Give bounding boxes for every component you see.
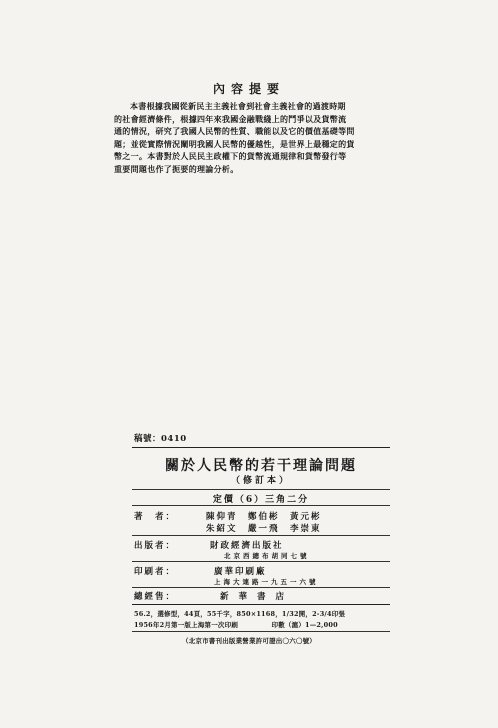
publisher-label: 出版者： bbox=[134, 541, 177, 551]
summary-line: 題；並從實際情況闡明我國人民幣的優越性，是世界上最穩定的貨 bbox=[114, 138, 355, 149]
divider bbox=[132, 489, 390, 490]
summary-title: 內容提要 bbox=[212, 82, 285, 96]
divider bbox=[132, 604, 390, 605]
publisher-address: 北京西總布胡同七號 bbox=[224, 552, 310, 560]
summary-line: 重要問題也作了扼要的理論分析。 bbox=[114, 163, 239, 174]
print-run: 1956年2月第一版上海第一次印刷 印數（滬）1—2,000 bbox=[134, 621, 338, 629]
publisher-name: 財政經濟出版社 bbox=[210, 541, 284, 551]
summary-line: 的社會經濟條件，根據四年來我國金融戰綫上的鬥爭以及貨幣流 bbox=[114, 113, 347, 124]
edition-label: （修訂本） bbox=[230, 476, 291, 486]
divider bbox=[132, 631, 390, 632]
divider bbox=[132, 535, 390, 536]
divider bbox=[132, 505, 390, 506]
summary-line: 幣之一。本書對於人民民主政權下的貨幣流通規律和貨幣發行等 bbox=[114, 151, 347, 162]
authors-line-1: 陳仰青 鄭伯彬 黃元彬 bbox=[206, 512, 322, 522]
divider bbox=[132, 587, 390, 588]
license-note: （北京市書刊出版業營業許可證出〇六〇號） bbox=[182, 637, 316, 645]
divider bbox=[132, 561, 390, 562]
summary-line: 通的情況，研究了我國人民幣的性質、職能以及它的價值基礎等問 bbox=[114, 126, 355, 137]
printer-address: 上海大連路一九五一六號 bbox=[214, 578, 319, 586]
authors-line-2: 朱紹文 嚴一飛 李崇東 bbox=[206, 524, 322, 534]
authors-label: 著 者： bbox=[134, 512, 177, 522]
printer-name: 廣華印刷廠 bbox=[214, 567, 267, 577]
book-title: 關於人民幣的若干理論問題 bbox=[165, 458, 357, 474]
book-number: 稿號：0410 bbox=[134, 434, 187, 444]
divider bbox=[132, 447, 390, 448]
print-details: 56.2，選修型，44頁，55千字，850×1168，1/32開，2-3/4印張 bbox=[134, 610, 346, 618]
summary-line: 本書根據我國從新民主主義社會到社會主義社會的過渡時期 bbox=[130, 101, 346, 111]
distributor-label: 總經售： bbox=[134, 592, 177, 602]
distributor-name: 新華書店 bbox=[220, 592, 295, 602]
printer-label: 印刷者： bbox=[134, 567, 177, 577]
summary-text bbox=[114, 100, 404, 176]
price: 定價（6）三角二分 bbox=[212, 495, 310, 505]
